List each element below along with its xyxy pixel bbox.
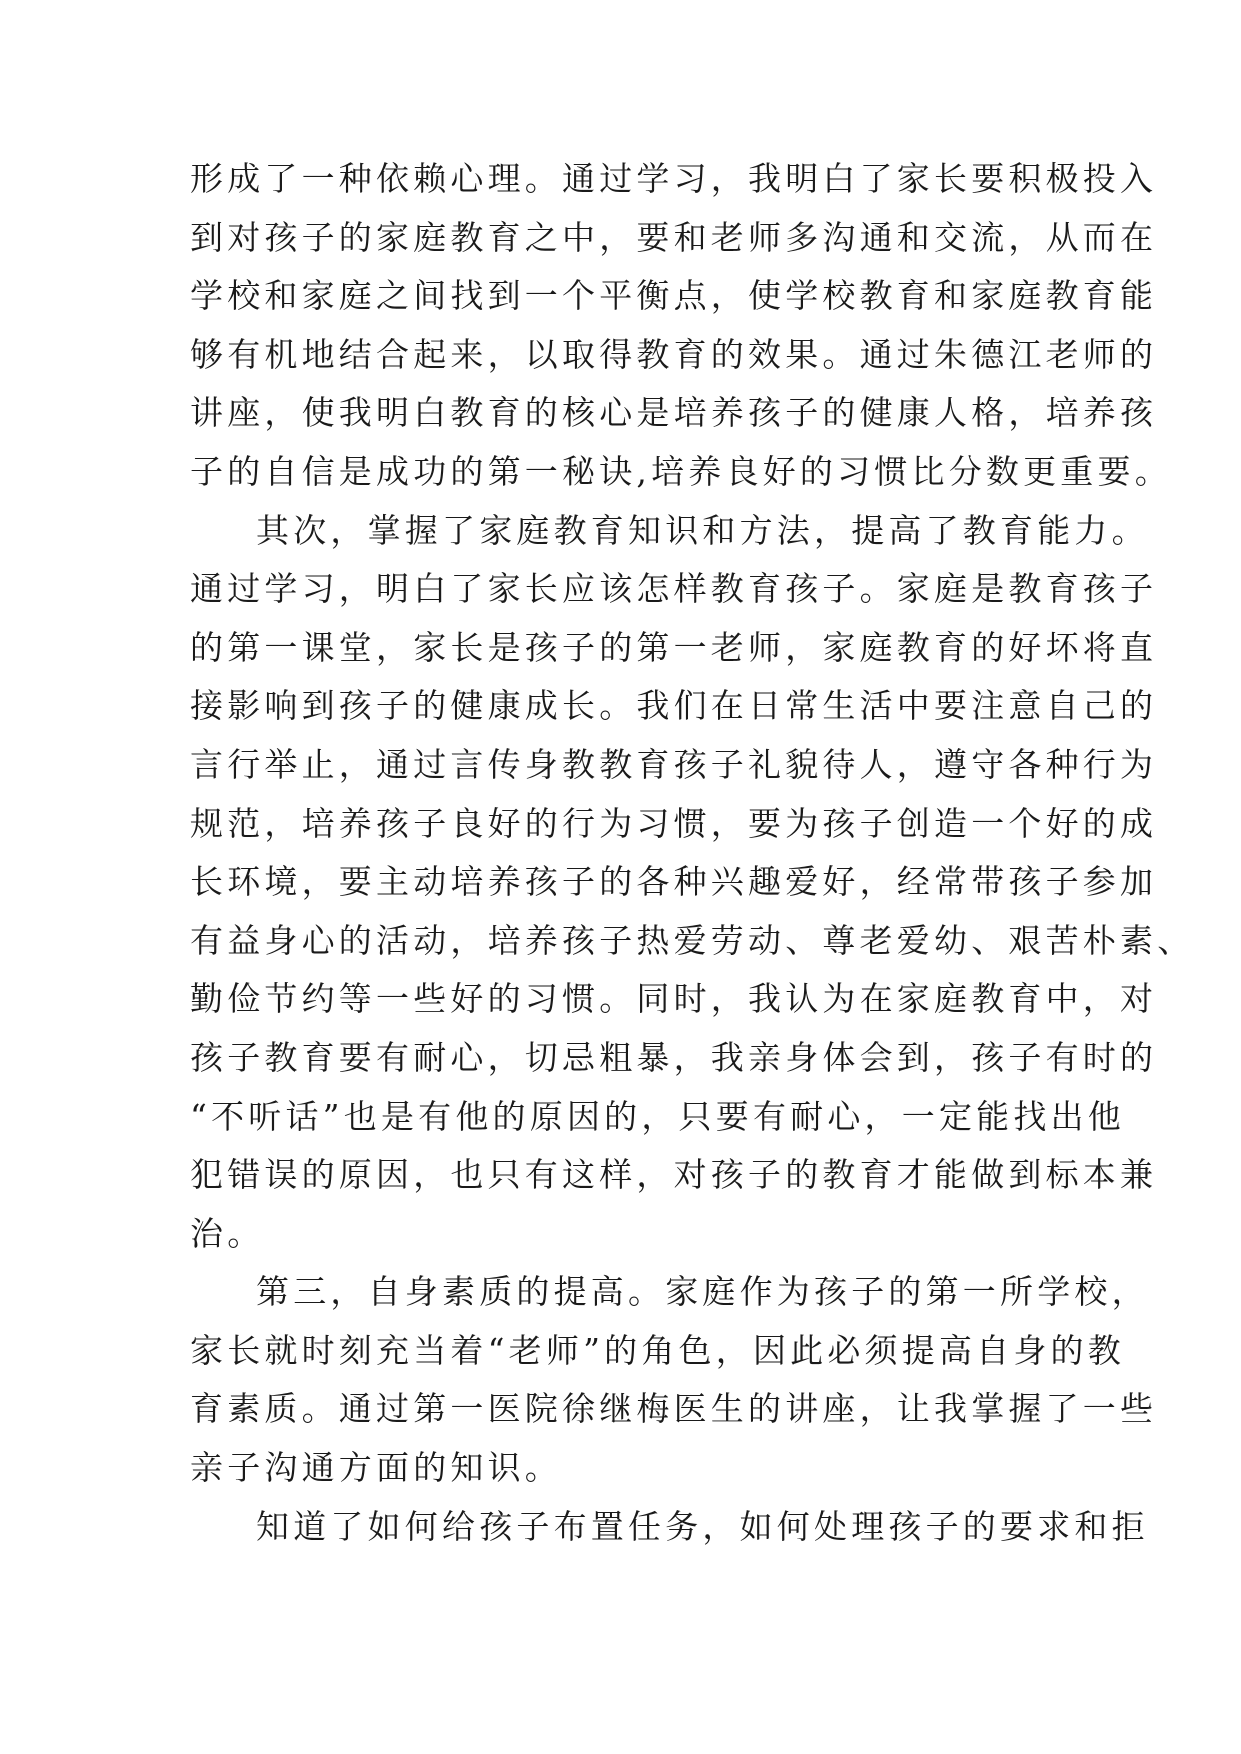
text-line: 言行举止，通过言传身教教育孩子礼貌待人，遵守各种行为 <box>190 744 1158 784</box>
text-line: 亲子沟通方面的知识。 <box>190 1448 562 1488</box>
text-line: 犯错误的原因，也只有这样，对孩子的教育才能做到标本兼 <box>190 1155 1158 1195</box>
text-line: 够有机地结合起来，以取得教育的效果。通过朱德江老师的 <box>190 334 1158 374</box>
text-line: 治。 <box>190 1213 265 1253</box>
text-line: 有益身心的活动，培养孩子热爱劳动、尊老爱幼、艰苦朴素、 <box>190 920 1195 960</box>
text-line: 规范，培养孩子良好的行为习惯，要为孩子创造一个好的成 <box>190 803 1158 843</box>
text-line: 通过学习，明白了家长应该怎样教育孩子。家庭是教育孩子 <box>190 569 1158 609</box>
text-line: 长环境，要主动培养孩子的各种兴趣爱好，经常带孩子参加 <box>190 862 1158 902</box>
document-body <box>190 150 1195 1556</box>
paragraph-first-line: 知道了如何给孩子布置任务，如何处理孩子的要求和拒 <box>256 1506 1149 1546</box>
text-line: 学校和家庭之间找到一个平衡点，使学校教育和家庭教育能 <box>190 276 1158 316</box>
text-line: 勤俭节约等一些好的习惯。同时，我认为在家庭教育中，对 <box>190 979 1158 1019</box>
text-line: 形成了一种依赖心理。通过学习，我明白了家长要积极投入 <box>190 159 1158 198</box>
paragraph-first-line: 第三，自身素质的提高。家庭作为孩子的第一所学校， <box>256 1272 1149 1312</box>
text-line: 的第一课堂，家长是孩子的第一老师，家庭教育的好坏将直 <box>190 627 1158 667</box>
text-line: 家长就时刻充当着“老师”的角色，因此必须提高自身的教 <box>190 1330 1125 1370</box>
text-line: 接影响到孩子的健康成长。我们在日常生活中要注意自己的 <box>190 686 1158 726</box>
text-line: “不听话”也是有他的原因的，只要有耐心，一定能找出他 <box>190 1096 1125 1136</box>
text-line: 到对孩子的家庭教育之中，要和老师多沟通和交流，从而在 <box>190 217 1158 257</box>
text-line: 育素质。通过第一医院徐继梅医生的讲座，让我掌握了一些 <box>190 1389 1158 1429</box>
text-line: 讲座，使我明白教育的核心是培养孩子的健康人格，培养孩 <box>190 393 1158 433</box>
paragraph-first-line: 其次，掌握了家庭教育知识和方法，提高了教育能力。 <box>256 510 1149 550</box>
text-line: 子的自信是成功的第一秘诀,培养良好的习惯比分数更重要。 <box>190 451 1172 491</box>
text-line: 孩子教育要有耐心，切忌粗暴，我亲身体会到，孩子有时的 <box>190 1037 1158 1077</box>
